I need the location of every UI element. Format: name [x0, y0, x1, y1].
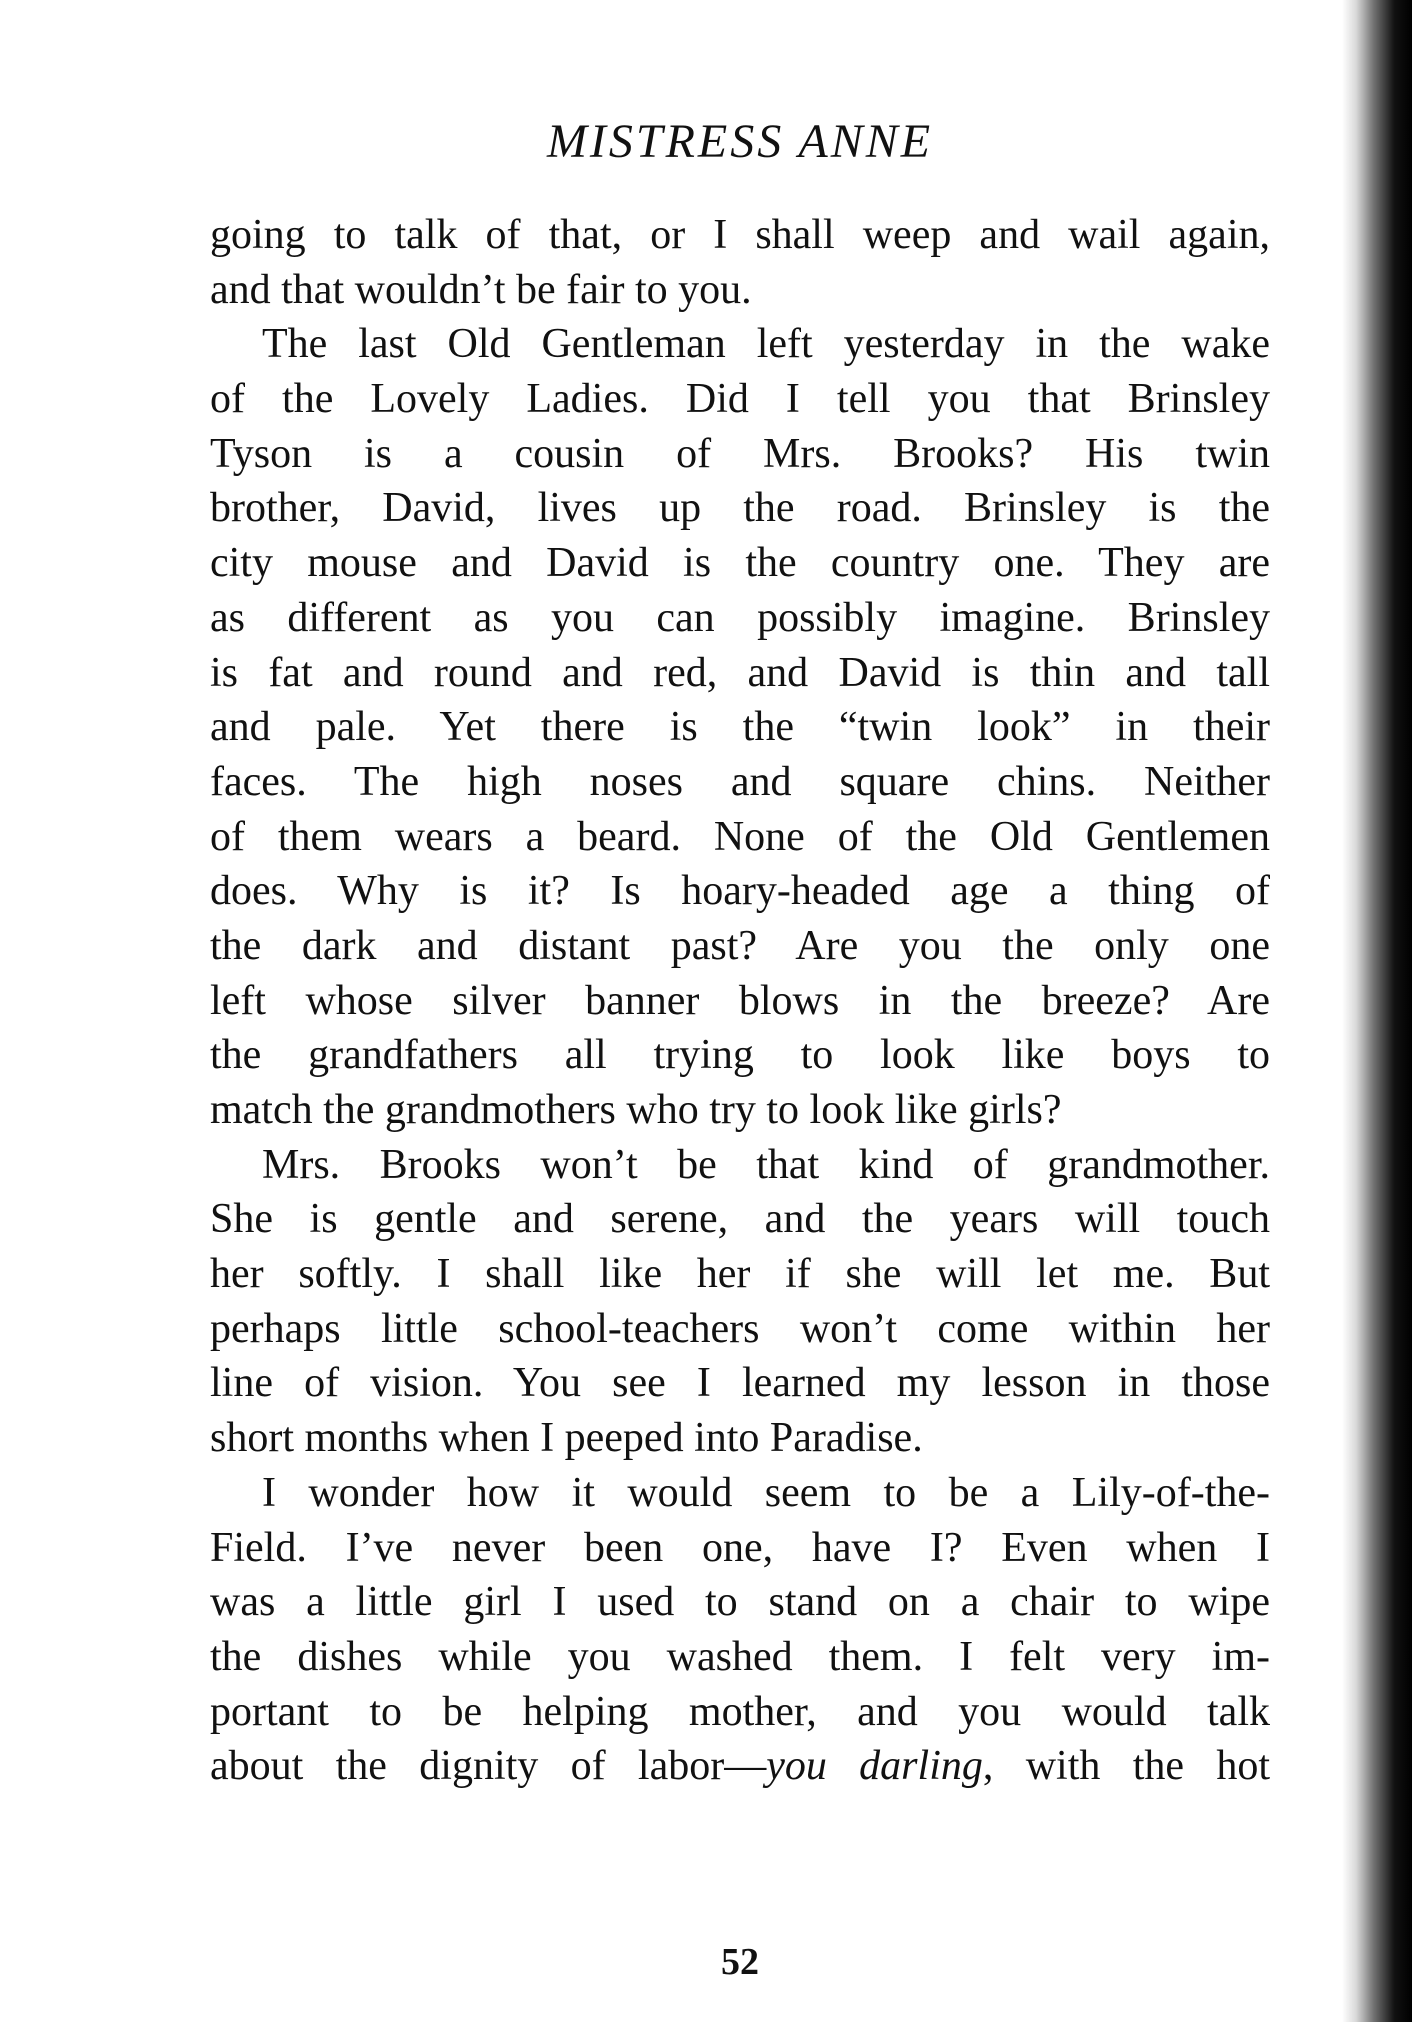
last-line-end: , with the hot	[982, 1743, 1270, 1790]
page-number: 52	[721, 1941, 759, 1983]
binding-edge-shadow	[1342, 0, 1412, 2022]
text-line: the grandfathers all trying to look like boys to	[210, 1032, 1270, 1079]
text-line: and that wouldn’t be fair to you.	[210, 266, 752, 313]
last-line-italic: you darling	[766, 1743, 983, 1790]
text-line: left whose silver banner blows in the breeze? Are	[210, 977, 1270, 1024]
text-line: was a little girl I used to stand on a chair to wipe	[210, 1579, 1270, 1626]
text-line: perhaps little school-teachers won’t come within her	[210, 1305, 1270, 1352]
body-text	[210, 208, 1270, 1794]
text-line: line of vision. You see I learned my lesson in those	[210, 1360, 1270, 1407]
text-line: brother, David, lives up the road. Brinsley is the	[210, 485, 1270, 532]
text-line: I wonder how it would seem to be a Lily-of-the-	[262, 1469, 1270, 1516]
running-head: MISTRESS ANNE	[546, 115, 934, 168]
text-line: is fat and round and red, and David is thin and tall	[210, 649, 1270, 696]
text-line: does. Why is it? Is hoary-headed age a thing of	[210, 868, 1270, 915]
text-line: portant to be helping mother, and you would talk	[210, 1688, 1270, 1735]
text-line: The last Old Gentleman left yesterday in the wake	[262, 321, 1270, 368]
text-line: Tyson is a cousin of Mrs. Brooks? His twin	[210, 430, 1270, 477]
text-line: Field. I’ve never been one, have I? Even when I	[210, 1524, 1270, 1571]
text-line: of the Lovely Ladies. Did I tell you that Brinsley	[210, 376, 1270, 423]
text-line: the dark and distant past? Are you the only one	[210, 922, 1270, 969]
text-line: Mrs. Brooks won’t be that kind of grandmother.	[262, 1141, 1270, 1188]
text-line: She is gentle and serene, and the years will touch	[210, 1196, 1270, 1243]
text-line: city mouse and David is the country one. They are	[210, 540, 1270, 587]
text-line: her softly. I shall like her if she will let me. But	[210, 1251, 1270, 1298]
text-line: as different as you can possibly imagine. Brinsley	[210, 594, 1270, 641]
text-line: and pale. Yet there is the “twin look” in their	[210, 704, 1270, 751]
text-line: short months when I peeped into Paradise.	[210, 1415, 923, 1462]
last-line-start: about the dignity of labor—	[210, 1743, 767, 1790]
text-line: going to talk of that, or I shall weep and wail again,	[210, 212, 1270, 258]
text-line: faces. The high noses and square chins. Neither	[210, 758, 1270, 805]
text-line: the dishes while you washed them. I felt very im-	[210, 1633, 1270, 1680]
text-line-last	[210, 1739, 1270, 1794]
text-line: of them wears a beard. None of the Old Gentlemen	[210, 813, 1270, 860]
text-line: match the grandmothers who try to look like girls?	[210, 1087, 1062, 1133]
